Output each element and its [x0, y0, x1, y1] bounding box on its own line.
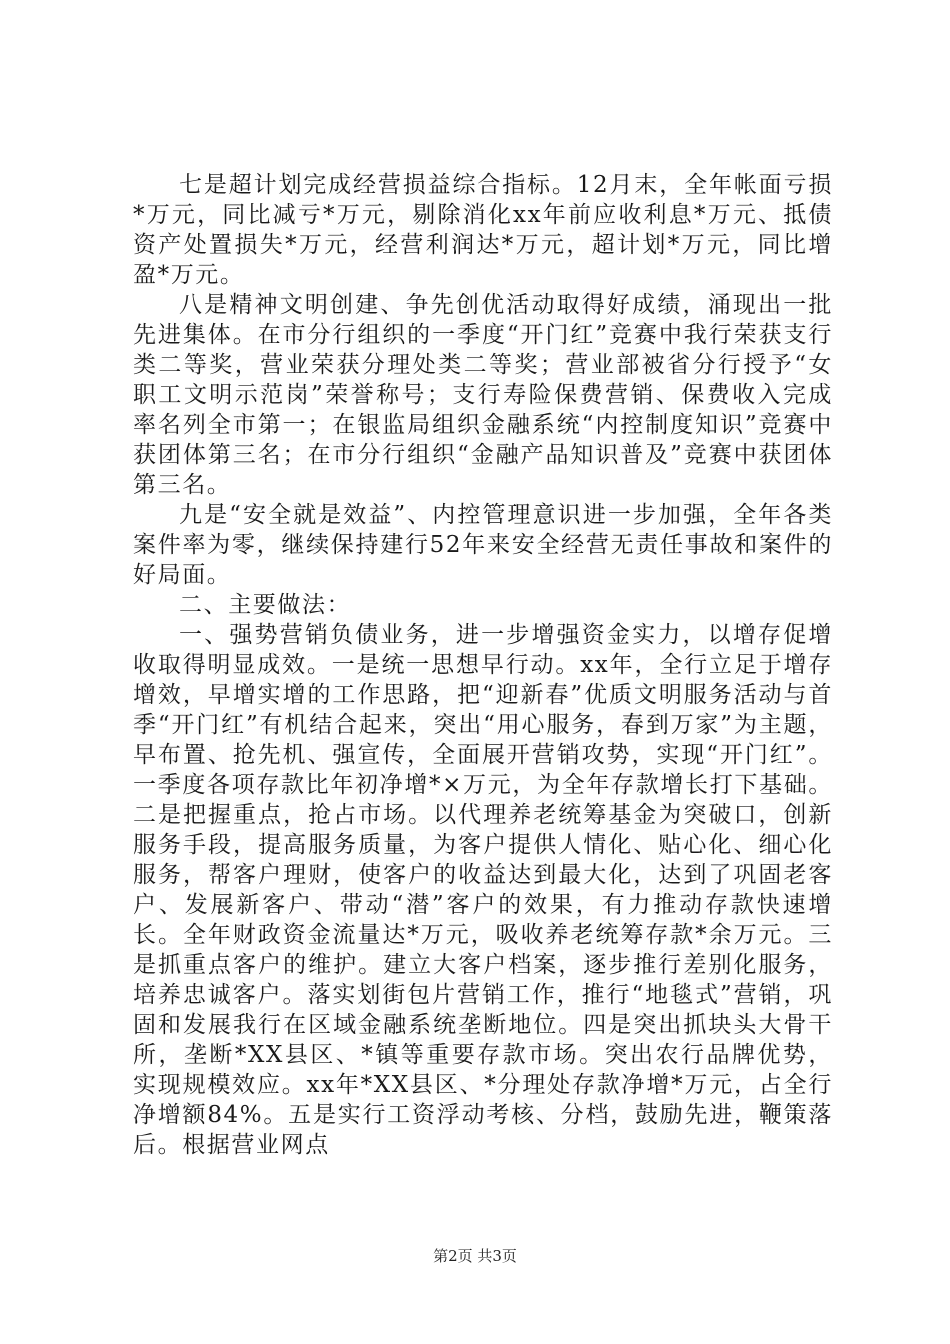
paragraph-9-safety: 九是“安全就是效益”、内控管理意识进一步加强，全年各类案件率为零，继续保持建行52年来安全经营无责任事故和案件的好局面。 — [133, 502, 833, 588]
paragraph-7-profit: 七是超计划完成经营损益综合指标。12月末，全年帐面亏损*万元，同比减亏*万元，剔除消化xx年前应收利息*万元、抵债资产处置损失*万元，经营利润达*万元，超计划*万元，同比增盈*万元。 — [133, 172, 833, 288]
paragraph-practice-1: 一、强势营销负债业务，进一步增强资金实力，以增存促增收取得明显成效。一是统一思想早行动。xx年，全行立足于增存增效，早增实增的工作思路，把“迎新春”优质文明服务活动与首季“开门红”有机结合起来，突出“用心服务，春到万家”为主题，早布置、抢先机、强宣传，全面展开营销攻势，实现“开门红”。一季度各项存款比年初净增*×万元，为全年存款增长打下基础。二是把握重点，抢占市场。以代理养老统筹基金为突破口，创新服务手段，提高服务质量，为客户提供人情化、贴心化、细心化服务，帮客户理财，使客户的收益达到最大化，达到了巩固老客户、发展新客户、带动“潜”客户的效果，有力推动存款快速增长。全年财政资金流量达*万元，吸收养老统筹存款*余万元。三是抓重点客户的维护。建立大客户档案，逐步推行差别化服务，培养忠诚客户。落实划街包片营销工作，推行“地毯式”营销，巩固和发展我行在区域金融系统垄断地位。四是突出抓块头大骨干所，垄断*XX县区、*镇等重要存款市场。突出农行品牌优势，实现规模效应。xx年*XX县区、*分理处存款净增*万元，占全行净增额84%。五是实行工资浮动考核、分档，鼓励先进，鞭策落后。根据营业网点 — [133, 622, 833, 1158]
section-heading-main-practices: 二、主要做法： — [179, 592, 352, 618]
document-body — [133, 170, 833, 1160]
paragraph-8-civilization: 八是精神文明创建、争先创优活动取得好成绩，涌现出一批先进集体。在市分行组织的一季度“开门红”竞赛中我行荣获支行类二等奖，营业荣获分理处类二等奖；营业部被省分行授予“女职工文明示范岗”荣誉称号；支行寿险保费营销、保费收入完成率名列全市第一；在银监局组织金融系统“内控制度知识”竞赛中获团体第三名；在市分行组织“金融产品知识普及”竞赛中获团体第三名。 — [133, 292, 833, 498]
page-footer: 第2页 共3页 — [433, 1247, 517, 1265]
